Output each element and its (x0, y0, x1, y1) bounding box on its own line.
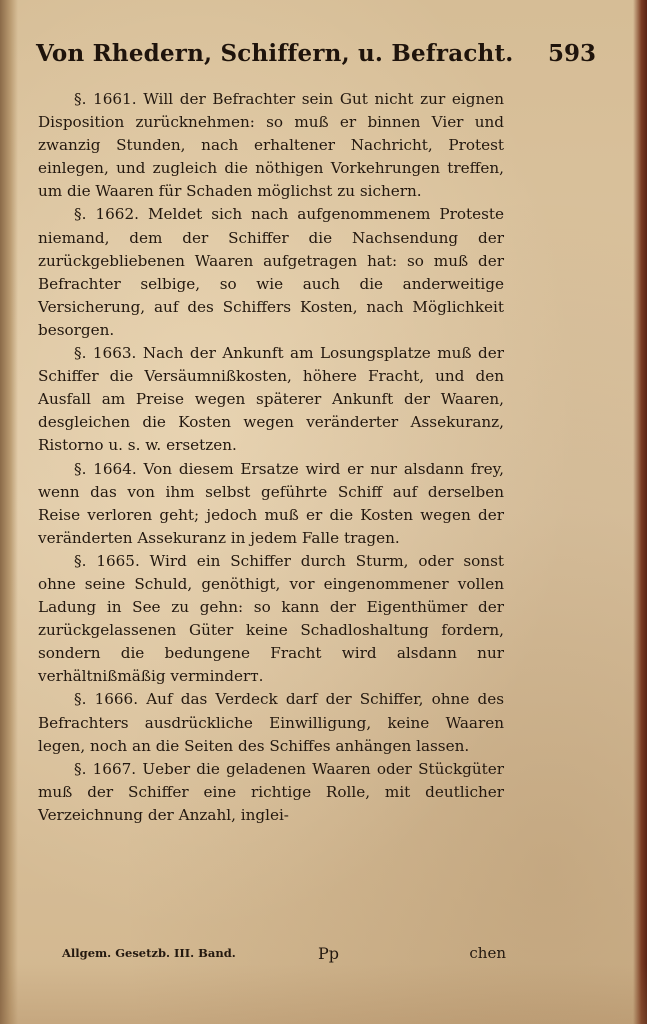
page-footer (62, 944, 506, 966)
signature-mark: Pp (318, 944, 340, 963)
page-stain (0, 964, 647, 1024)
page-edge (633, 0, 647, 1024)
catchword: chen (469, 944, 506, 962)
paragraph-1664: §. 1664. Von diesem Ersatze wird er nur alsdann frey, wenn das von ihm selbst geführte Schiff auf derselben Reise verloren geht; jedoch muß er die Kosten wegen der veränderten Assekuranz in jedem Falle tragen. (38, 459, 504, 547)
paragraph-1665: §. 1665. Wird ein Schiffer durch Sturm, oder sonst ohne seine Schuld, genöthigt, vor eingenommener vollen Ladung in See zu gehn: so kann der Eigenthümer der zurückgelassenen Güter keine Schadloshaltung fordern, sondern die bedungene Fracht wird alsdann nur verhältnißmäßig verminderт. (38, 551, 504, 686)
running-head: Von Rhedern, Schiffern, u. Befracht. (36, 40, 514, 67)
body-text (38, 88, 504, 827)
page-header (36, 40, 596, 80)
paragraph-1667: §. 1667. Ueber die geladenen Waaren oder Stückgüter muß der Schiffer eine richtige Rolle, mit deutlicher Verzeichnung der Anzahl, inglei- (38, 759, 504, 824)
paragraph-1662: §. 1662. Meldet sich nach aufgenommenem Proteste niemand, dem der Schiffer die Nachsendung der zurückgebliebenen Waaren aufgetragen hat: so muß der Befrachter selbige, so wie auch die anderweitige Versicherung, auf des Schiffers Kosten, nach Möglichkeit besorgen. (38, 205, 504, 339)
page-number: 593 (547, 40, 596, 67)
paragraph-1663: §. 1663. Nach der Ankunft am Losungsplatze muß der Schiffer die Versäumnißkosten, höhere Fracht, und den Ausfall am Preise wegen späterer Ankunft der Waaren, desgleichen die Kosten wegen veränderter Assekuranz, Ristorno u. s. w. ersetzen. (38, 344, 504, 455)
volume-signature: Allgem. Gesetzb. III. Band. (62, 946, 236, 960)
page-gutter (0, 0, 18, 1024)
paragraph-1661: §. 1661. Will der Befrachter sein Gut nicht zur eignen Disposition zurücknehmen: so muß er binnen Vier und zwanzig Stunden, nach erhaltener Nachricht, Protest einlegen, und zugleich die nöthigen Vorkehrungen treffen, um die Waaren für Schaden möglichst zu sichern. (38, 90, 504, 201)
paragraph-1666: §. 1666. Auf das Verdeck darf der Schiffer, ohne des Befrachters ausdrückliche Einwilligung, keine Waaren legen, noch an die Seiten des Schiffes anhängen lassen. (38, 690, 504, 755)
